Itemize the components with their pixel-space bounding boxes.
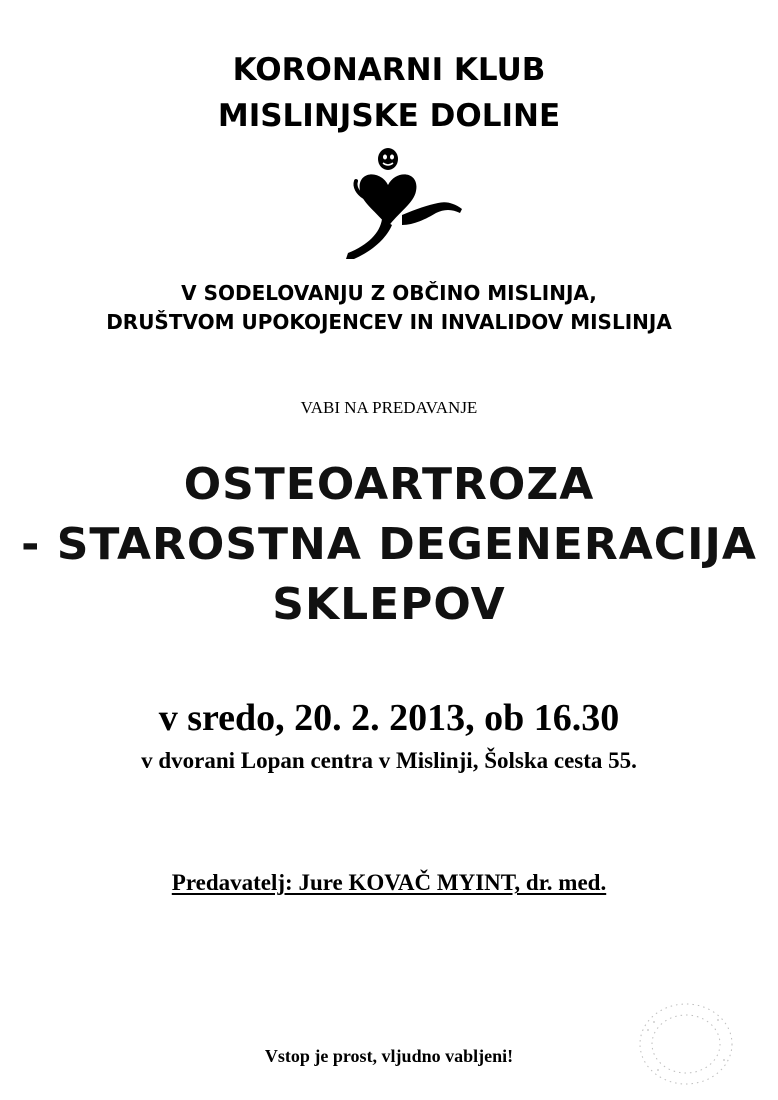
- event-datetime: v sredo, 20. 2. 2013, ob 16.30: [158, 697, 620, 739]
- club-name-line-1: KORONARNI KLUB: [232, 52, 546, 88]
- event-venue: v dvorani Lopan centra v Mislinji, Šolska cesta 55.: [141, 748, 637, 773]
- partners-line-1: V SODELOVANJU Z OBČINO MISLINJA,: [181, 281, 597, 305]
- lecturer: Predavatelj: Jure KOVAČ MYINT, dr. med.: [171, 870, 607, 895]
- faded-stamp-icon: [628, 1000, 738, 1090]
- partners-line-2: DRUŠTVOM UPOKOJENCEV IN INVALIDOV MISLINJA: [106, 310, 672, 334]
- topic-line-1: OSTEOARTROZA: [183, 459, 595, 510]
- topic-line-2: - STAROSTNA DEGENERACIJA: [21, 519, 757, 570]
- club-name-line-2: MISLINJSKE DOLINE: [217, 98, 561, 134]
- heart-figure-icon: [320, 145, 470, 265]
- invitation-text: VABI NA PREDAVANJE: [300, 398, 478, 417]
- topic-line-3: SKLEPOV: [272, 579, 506, 630]
- footer-note: Vstop je prost, vljudno vabljeni!: [264, 1046, 514, 1066]
